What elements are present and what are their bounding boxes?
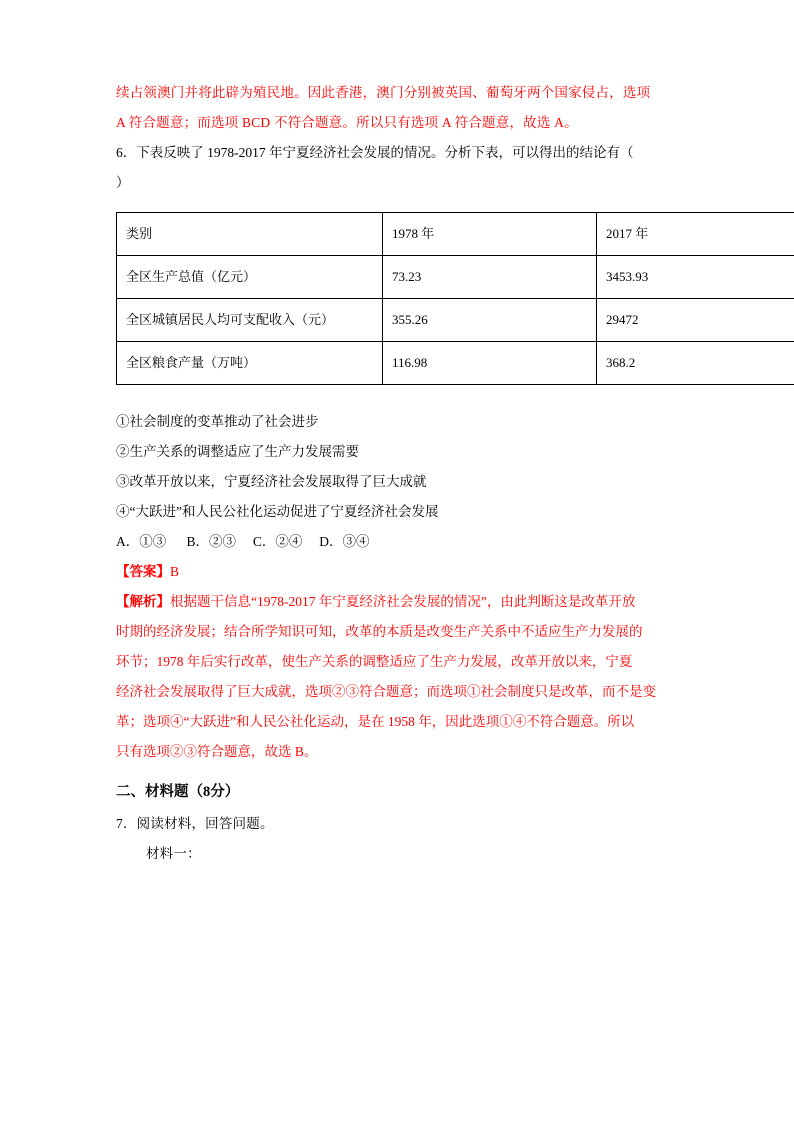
table-cell-1978: 355.26 (383, 299, 597, 342)
table-cell-2017: 368.2 (597, 342, 794, 385)
table-row (117, 299, 794, 342)
option-item-2: ②生产关系的调整适应了生产力发展需要 (116, 444, 359, 459)
option-item-4: ④“大跃进”和人民公社化运动促进了宁夏经济社会发展 (116, 504, 439, 519)
question-7-stem: 7．阅读材料，回答问题。 (116, 816, 274, 831)
analysis-line-5: 革；选项④“大跃进”和人民公社化运动，是在 1958 年，因此选项①④不符合题意。所以 (116, 714, 635, 729)
table-header-cell-1978: 1978 年 (383, 213, 597, 256)
section-title: 二、材料题（8分） (116, 784, 240, 800)
table-cell-category: 全区城镇居民人均可支配收入（元） (117, 299, 383, 342)
continued-paragraph-line-2: A 符合题意；而选项 BCD 不符合题意。所以只有选项 A 符合题意，故选 A。 (116, 115, 578, 130)
table-cell-category: 全区粮食产量（万吨） (117, 342, 383, 385)
option-item-1: ①社会制度的变革推动了社会进步 (116, 414, 319, 429)
question-6-options (116, 407, 678, 557)
table-cell-1978: 116.98 (383, 342, 597, 385)
table-row (117, 342, 794, 385)
table-cell-2017: 3453.93 (597, 256, 794, 299)
table-cell-2017: 29472 (597, 299, 794, 342)
table-header-cell-category: 类别 (117, 213, 383, 256)
table-cell-category: 全区生产总值（亿元） (117, 256, 383, 299)
answer-label: 【答案】 (116, 564, 170, 579)
table-header-cell-2017: 2017 年 (597, 213, 794, 256)
table-row (117, 256, 794, 299)
answer-line (116, 557, 678, 587)
option-item-3: ③改革开放以来，宁夏经济社会发展取得了巨大成就 (116, 474, 427, 489)
analysis-label: 【解析】 (116, 594, 170, 609)
table-cell-1978: 73.23 (383, 256, 597, 299)
table-header-row (117, 213, 794, 256)
analysis-line-4: 经济社会发展取得了巨大成就，选项②③符合题意；而选项①社会制度只是改革，而不是变 (116, 684, 656, 699)
question-6-stem-line-2: ） (116, 175, 130, 190)
analysis-line-3: 环节；1978 年后实行改革，使生产关系的调整适应了生产力发展，改革开放以来，宁夏 (116, 654, 633, 669)
economic-data-table (116, 212, 794, 385)
analysis-line-6: 只有选项②③符合题意，故选 B。 (116, 744, 318, 759)
data-table-wrapper (116, 212, 678, 385)
question-6-stem-line-1: 6．下表反映了 1978-2017 年宁夏经济社会发展的情况。分析下表，可以得出的结论有（ (116, 145, 634, 160)
analysis-line-2: 时期的经济发展；结合所学知识可知，改革的本质是改变生产关系中不适应生产力发展的 (116, 624, 643, 639)
material-one-label: 材料一： (146, 846, 201, 861)
analysis-line-1 (116, 587, 678, 617)
analysis-text-1: 根据题干信息“1978-2017 年宁夏经济社会发展的情况”，由此判断这是改革开放 (170, 594, 636, 609)
answer-choices-line: A．①③ B．②③ C．②④ D．③④ (116, 534, 370, 549)
continued-paragraph-line-1: 续占领澳门并将此辟为殖民地。因此香港，澳门分别被英国、葡萄牙两个国家侵占，选项 (116, 85, 651, 100)
answer-value: B (170, 564, 180, 579)
